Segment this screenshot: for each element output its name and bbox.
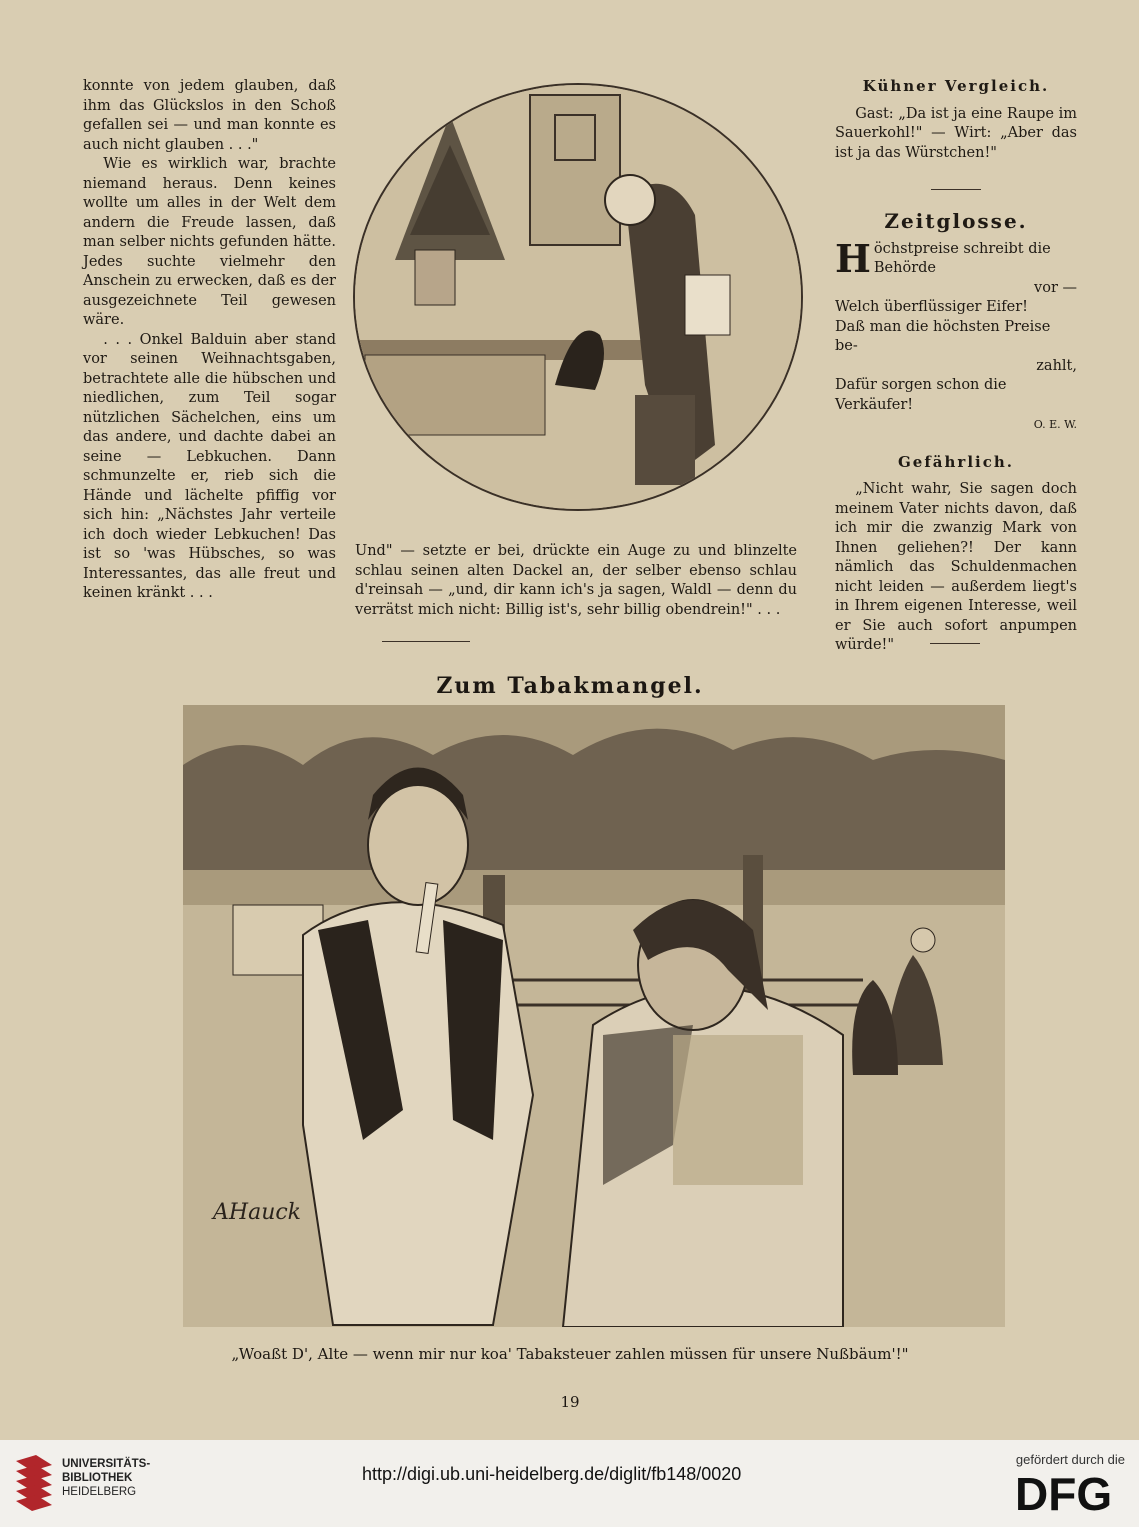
drop-cap: H <box>835 235 871 281</box>
zeitglosse-poem <box>835 235 1077 435</box>
dfg-logo-icon <box>1015 1470 1125 1514</box>
tobacco-illustration <box>183 705 1005 1327</box>
page-url-link[interactable]: http://digi.ub.uni-heidelberg.de/diglit/fb148/0020 <box>362 1464 742 1484</box>
poem-line-1b: vor — <box>1034 279 1077 296</box>
poem-line-1: öchstpreise schreibt die Behörde <box>873 240 1051 276</box>
illustration-caption: „Woaßt D', Alte — wenn mir nur koa' Tabaksteuer zahlen müssen für unsere Nußbäum'!" <box>231 1345 909 1363</box>
poem-line-3b: zahlt, <box>1036 357 1077 374</box>
page-number: 19 <box>560 1393 580 1411</box>
university-name <box>62 1457 150 1499</box>
poem-line-2: Welch überflüssiger Eifer! <box>835 299 1029 315</box>
christmas-scene-drawing <box>355 85 801 509</box>
middle-paragraph: Und" — setzte er bei, drückte ein Auge zu und blinzelte schlau seinen alten Dackel an, der selber ebenso schlau d'reinsah — „und, dir kann ich's ja sagen, Waldl — denn du verrätst mich nicht: Billig ist's, sehr billig obendrein!" . . . <box>355 543 797 618</box>
university-line-2: BIBLIOTHEK <box>62 1472 133 1484</box>
left-paragraph-1: konnte von jedem glauben, daß ihm das Glückslos in den Schoß gefallen sei — und man konnte es auch nicht glauben . . ." <box>83 78 336 153</box>
dfg-logo[interactable] <box>1015 1470 1125 1518</box>
university-line-1: UNIVERSITÄTS- <box>62 1458 151 1470</box>
section-title-kuehner-vergleich: Kühner Vergleich. <box>862 77 1050 95</box>
university-logo[interactable] <box>12 1453 56 1521</box>
right-column <box>835 77 1077 656</box>
poem-line-3: Daß man die höchsten Preise be- <box>835 318 1051 354</box>
left-paragraph-3: . . . Onkel Balduin aber stand vor seinen Weihnachtsgaben, betrachtete alle die hübschen und niedlichen, zum Teil sogar nützlichen Sächelchen, eins um das andere, und dachte dabei an seine — Lebkuchen. Dann schmunzelte er, rieb sich die Hände und lächelte pfiffig vor sich hin: „Nächstes Jahr verteile ich doch wieder Lebkuchen! Das ist so 'was Hübsches, so was Interessantes, das alle freut und keinen kränkt . . . <box>83 331 336 601</box>
section-title-gefaehrlich: Gefährlich. <box>898 452 1014 471</box>
christmas-illustration <box>353 83 803 511</box>
section-title-zeitglosse: Zeitglosse. <box>884 209 1028 233</box>
right-divider <box>930 643 980 644</box>
kuehner-vergleich-text: Gast: „Da ist ja eine Raupe im Sauerkohl!" — Wirt: „Aber das ist ja das Würstchen!" <box>835 105 1077 161</box>
funding-label: gefördert durch die <box>1015 1452 1125 1467</box>
dfg-logo-text: DFG <box>1015 1470 1113 1514</box>
university-line-3: HEIDELBERG <box>62 1486 137 1498</box>
middle-divider <box>382 641 470 642</box>
artist-signature: AHauck <box>213 1200 302 1225</box>
left-column <box>83 77 336 604</box>
poem-line-4: Dafür sorgen schon die Verkäufer! <box>835 377 1007 413</box>
gefaehrlich-text: „Nicht wahr, Sie sagen doch meinem Vater nichts davon, daß ich mir die zwanzig Mark von Ihnen geliehen?! Der kann nämlich das Schuldenmachen nicht leiden — außerdem liegt's in Ihrem eigenen Interesse, weil er Sie auch sofort anpumpen würde!" <box>835 481 1077 653</box>
poem-signature: O. E. W. <box>1033 418 1077 431</box>
left-paragraph-2: Wie es wirklich war, brachte niemand heraus. Denn keines wollte um alles in der Welt dem andern die Freude lassen, daß man selber nichts gefunden hätte. Jedes suchte vielmehr den Anschein zu erwecken, daß es der ausgezeichnete Teil gewesen wäre. <box>83 156 336 328</box>
library-logo-icon <box>12 1453 56 1517</box>
tobacco-scene-drawing <box>183 705 1005 1327</box>
section-divider <box>931 189 981 190</box>
middle-column <box>355 542 797 620</box>
main-heading: Zum Tabakmangel. <box>436 673 704 699</box>
